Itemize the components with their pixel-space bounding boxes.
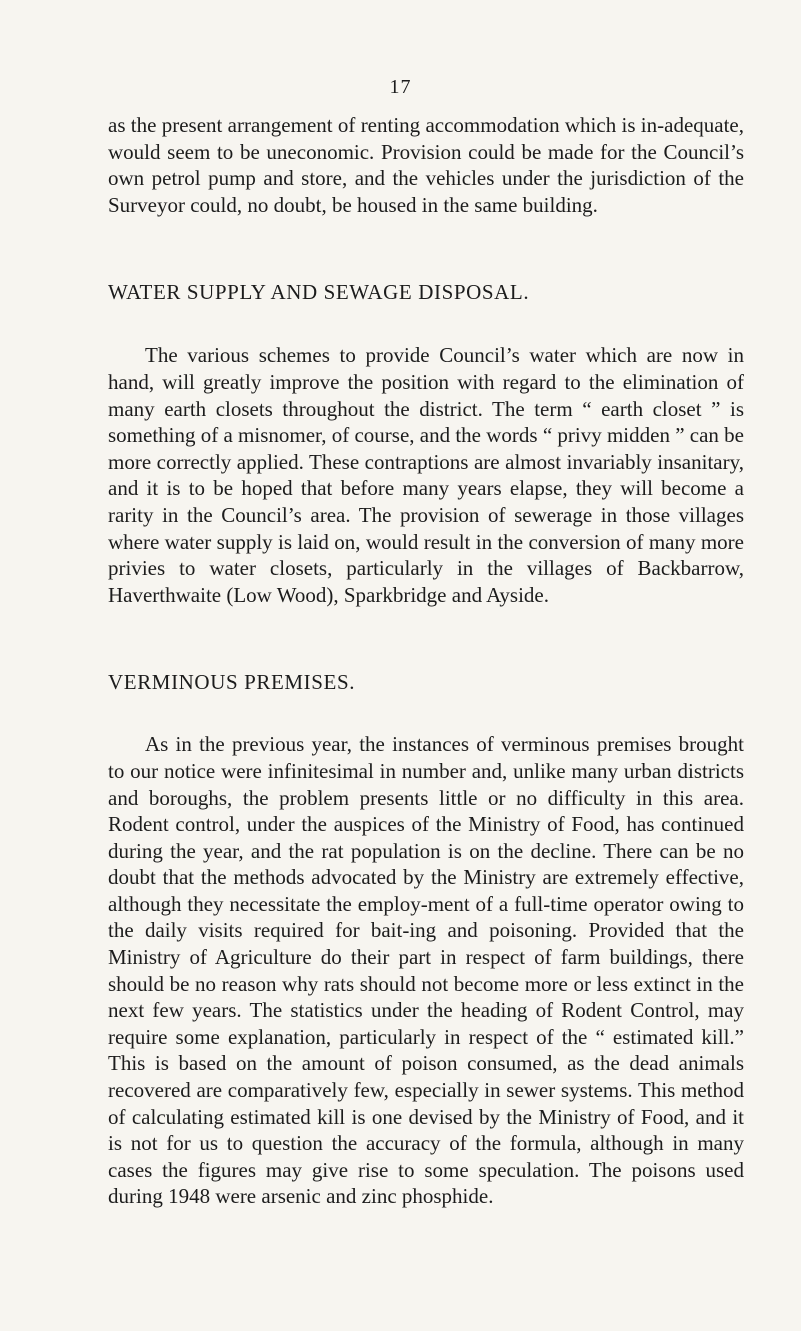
spacer xyxy=(108,695,744,731)
intro-paragraph: as the present arrangement of renting accommodation which is in-adequate, would seem to be uneconomic. Provision could be made for the Council’s own petrol pump and store, and the vehicles under the jurisdiction of the Surveyor could, no doubt, be housed in the same building. xyxy=(108,113,744,217)
section-heading-verminous-premises: VERMINOUS PREMISES. xyxy=(108,670,356,695)
page-number: 17 xyxy=(389,76,412,98)
section-heading-water-supply: WATER SUPPLY AND SEWAGE DISPOSAL. xyxy=(108,280,530,305)
page-content xyxy=(108,112,744,1210)
spacer xyxy=(108,608,744,669)
section-body-water-supply: The various schemes to provide Council’s water which are now in hand, will greatly improve the position with regard to the elimination of many earth closets throughout the district. The term “ earth closet ” is something of a misnomer, of course, and the words “ privy midden ” can be more correctly applied. These contraptions are almost invariably insanitary, and it is to be hoped that before many years elapse, they will become a rarity in the Council’s area. The provision of sewerage in those villages where water supply is laid on, would result in the conversion of many more privies to water closets, particularly in the villages of Backbarrow, Haverthwaite (Low Wood), Sparkbridge and Ayside. xyxy=(108,343,744,607)
spacer xyxy=(108,305,744,342)
section-body-verminous-premises: As in the previous year, the instances of verminous premises brought to our notice were infinitesimal in number and, unlike many urban districts and boroughs, the problem presents little or no difficulty in this area. Rodent control, under the auspices of the Ministry of Food, has continued during the year, and the rat population is on the decline. There can be no doubt that the methods advocated by the Ministry are extremely effective, although they necessitate the employ-ment of a full-time operator owing to the daily visits required for bait-ing and poisoning. Provided that the Ministry of Agriculture do their part in respect of farm buildings, there should be no reason why rats should not become more or less extinct in the next few years. The statistics under the heading of Rodent Control, may require some explanation, particularly in respect of the “ estimated kill.” This is based on the amount of poison consumed, as the dead animals recovered are comparatively few, especially in sewer systems. This method of calculating estimated kill is one devised by the Ministry of Food, and it is not for us to question the accuracy of the formula, although in many cases the figures may give rise to some speculation. The poisons used during 1948 were arsenic and zinc phosphide. xyxy=(108,732,744,1209)
spacer xyxy=(108,218,744,279)
